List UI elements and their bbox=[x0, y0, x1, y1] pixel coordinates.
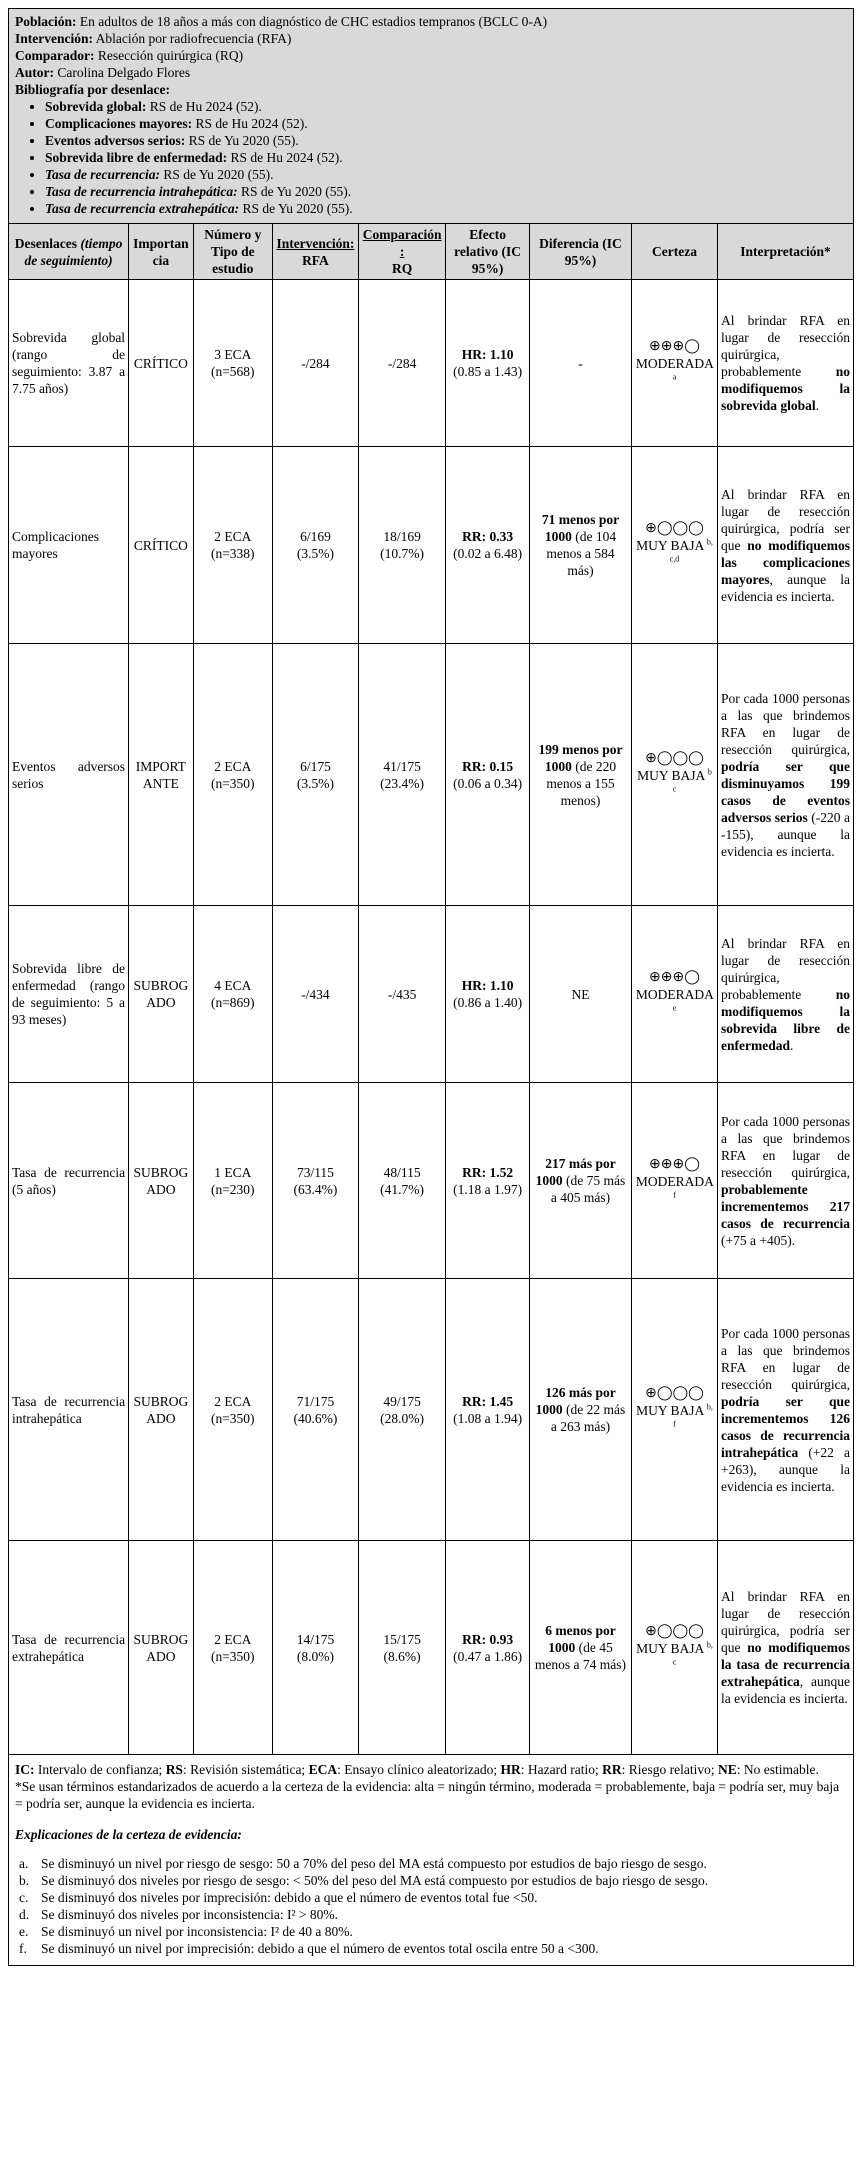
comparacion-cell bbox=[358, 906, 445, 1083]
certeza-cell bbox=[631, 644, 717, 906]
desenlace-cell: Tasa de recurrencia (5 años) bbox=[9, 1083, 129, 1279]
bibliografia-item-label: Sobrevida libre de enfermedad: bbox=[45, 150, 228, 165]
autor-line bbox=[15, 64, 847, 81]
diferencia-value: 199 menos por 1000 bbox=[538, 741, 623, 774]
estudios-n: (n=350) bbox=[210, 775, 255, 791]
desenlace-cell: Tasa de recurrencia extrahepática bbox=[9, 1541, 129, 1755]
bibliografia-item bbox=[45, 166, 847, 183]
bibliografia-item-label: Tasa de recurrencia extrahepática: bbox=[45, 201, 240, 216]
explanation-text: Se disminuyó dos niveles por imprecisión: debido a que el número de eventos total fue <50. bbox=[41, 1890, 538, 1905]
efecto-ic: (0.06 a 0.34) bbox=[453, 775, 523, 791]
efecto-cell bbox=[446, 447, 530, 644]
certeza-level: MUY BAJA bbox=[636, 1402, 704, 1418]
column-header-row bbox=[9, 224, 854, 280]
diferencia-cell bbox=[530, 447, 632, 644]
importancia-cell: SUBROGADO bbox=[129, 1541, 194, 1755]
interpretacion-text: Por cada 1000 personas a las que brindemos RFA en lugar de resección quirúrgica, bbox=[721, 690, 850, 757]
col-comparacion-label: Comparación bbox=[362, 227, 442, 242]
interpretacion-text: Por cada 1000 personas a las que brindemos RFA en lugar de resección quirúrgica, bbox=[721, 1113, 850, 1180]
intervencion-events: 6/169 bbox=[300, 529, 331, 544]
comparacion-pct: (8.6%) bbox=[383, 1648, 421, 1664]
certeza-cell bbox=[631, 1541, 717, 1755]
efecto-ic: (0.85 a 1.43) bbox=[453, 364, 523, 379]
col-intervencion bbox=[272, 224, 358, 280]
importancia-cell: SUBROGADO bbox=[129, 1083, 194, 1279]
efecto-value: RR: 1.45 bbox=[462, 1393, 514, 1409]
bibliografia-item-label: Complicaciones mayores: bbox=[45, 116, 193, 131]
estudios-cell bbox=[193, 1083, 272, 1279]
importancia-cell: SUBROGADO bbox=[129, 906, 194, 1083]
explanation-item bbox=[19, 1940, 847, 1957]
certeza-symbols-icon: ⊕⊕⊕◯ bbox=[649, 970, 700, 985]
importancia-cell: CRÍTICO bbox=[129, 447, 194, 644]
outcome-rows bbox=[9, 280, 854, 1755]
interpretacion-text: (+75 a +405). bbox=[721, 1232, 796, 1248]
certeza-symbols-icon: ⊕◯◯◯ bbox=[645, 521, 704, 536]
diferencia-cell bbox=[530, 1083, 632, 1279]
col-certeza: Certeza bbox=[631, 224, 717, 280]
desenlace-cell: Sobrevida libre de enfermedad (rango de seguimiento: 5 a 93 meses) bbox=[9, 906, 129, 1083]
desenlace-cell: Complicaciones mayores bbox=[9, 447, 129, 644]
intervencion-pct: (8.0%) bbox=[296, 1648, 334, 1664]
poblacion-line bbox=[15, 13, 847, 30]
estudios-cell bbox=[193, 447, 272, 644]
efecto-cell bbox=[446, 1083, 530, 1279]
explanation-marker: f. bbox=[19, 1941, 27, 1956]
col-numero: Número y Tipo de estudio bbox=[193, 224, 272, 280]
desenlace-cell: Tasa de recurrencia intrahepática bbox=[9, 1279, 129, 1541]
interpretacion-text: . bbox=[790, 1037, 794, 1053]
bibliografia-title bbox=[15, 81, 847, 98]
intervencion-events: 14/175 bbox=[296, 1631, 335, 1647]
poblacion-text: En adultos de 18 años a más con diagnóstico de CHC estadios tempranos (BCLC 0-A) bbox=[76, 14, 548, 29]
bibliografia-item bbox=[45, 200, 847, 217]
bibliografia-item-label: Eventos adversos serios: bbox=[45, 133, 186, 148]
certeza-symbols-icon: ⊕◯◯◯ bbox=[645, 1623, 704, 1639]
intervencion-pct: (63.4%) bbox=[293, 1181, 338, 1197]
comparacion-cell bbox=[358, 1083, 445, 1279]
intervencion-text: Ablación por radiofrecuencia (RFA) bbox=[93, 31, 292, 46]
desenlace-cell: Eventos adversos serios bbox=[9, 644, 129, 906]
col-desenlaces-label: Desenlaces bbox=[14, 235, 77, 251]
comparador-label: Comparador: bbox=[15, 48, 95, 63]
col-comparacion-sub: RQ bbox=[391, 261, 413, 276]
efecto-cell bbox=[446, 1279, 530, 1541]
diferencia-cell bbox=[530, 280, 632, 447]
diferencia-ic: (de 104 menos a 584 más) bbox=[546, 529, 617, 578]
diferencia-ic: - bbox=[578, 355, 583, 371]
estudios-cell bbox=[193, 644, 272, 906]
certeza-footnote: f bbox=[673, 1190, 676, 1199]
certeza-symbols-icon: ⊕◯◯◯ bbox=[645, 750, 704, 766]
intervencion-cell bbox=[272, 280, 358, 447]
certeza-cell bbox=[631, 1083, 717, 1279]
interpretacion-text: . bbox=[815, 398, 820, 413]
outcome-row bbox=[9, 644, 854, 906]
certeza-footnote: b,c bbox=[672, 1640, 713, 1666]
intervencion-events: 73/115 bbox=[296, 1164, 334, 1180]
pico-header bbox=[9, 9, 854, 224]
col-comparacion: Comparación : RQ bbox=[358, 224, 445, 280]
efecto-value: HR: 1.10 bbox=[461, 347, 514, 362]
estudios-tipo: 4 ECA bbox=[214, 978, 252, 993]
interpretacion-cell bbox=[718, 1279, 854, 1541]
diferencia-ic: (de 45 menos a 74 más) bbox=[534, 1640, 627, 1672]
interpretacion-text: no modifiquemos las complicaciones mayores bbox=[721, 537, 850, 587]
estudios-tipo: 2 ECA bbox=[214, 1393, 252, 1409]
explanations-list bbox=[15, 1855, 847, 1957]
estudios-tipo: 3 ECA bbox=[214, 347, 252, 362]
efecto-cell bbox=[446, 280, 530, 447]
estudios-tipo: 2 ECA bbox=[214, 1631, 252, 1647]
diferencia-cell bbox=[530, 644, 632, 906]
col-desenlaces-sub: (tiempo de seguimiento) bbox=[24, 235, 123, 268]
interpretacion-text: podría ser que disminuyamos 199 casos de eventos adversos serios bbox=[721, 758, 850, 825]
comparacion-cell bbox=[358, 1541, 445, 1755]
abbr-definition: : Ensayo clínico aleatorizado; bbox=[337, 1762, 501, 1777]
interpretacion-text: Al brindar RFA en lugar de resección quirúrgica, podría ser que bbox=[721, 1589, 850, 1655]
intervencion-events: -/434 bbox=[301, 986, 330, 1002]
efecto-value: RR: 0.93 bbox=[462, 1631, 514, 1647]
explanation-item bbox=[19, 1923, 847, 1940]
bibliografia-item bbox=[45, 149, 847, 166]
comparacion-events: -/435 bbox=[387, 986, 417, 1002]
estudios-tipo: 2 ECA bbox=[214, 758, 252, 774]
certeza-symbols-icon: ⊕⊕⊕◯ bbox=[649, 1156, 700, 1172]
estudios-n: (n=568) bbox=[210, 364, 255, 379]
explanation-marker: b. bbox=[19, 1873, 30, 1888]
interpretacion-text: , aunque la evidencia es incierta. bbox=[721, 571, 850, 604]
bibliografia-item-text: RS de Yu 2020 (55). bbox=[185, 133, 299, 148]
bibliografia-item bbox=[45, 132, 847, 149]
interpretacion-text: (+22 a +263), aunque la evidencia es incierta. bbox=[721, 1444, 850, 1494]
explanation-marker: d. bbox=[19, 1907, 30, 1922]
comparacion-events: 49/175 bbox=[383, 1393, 421, 1409]
col-desenlaces bbox=[9, 224, 129, 280]
intervencion-pct: (40.6%) bbox=[293, 1410, 338, 1426]
diferencia-ic: (de 220 menos a 155 menos) bbox=[546, 758, 617, 808]
explanation-item bbox=[19, 1872, 847, 1889]
importancia-cell: IMPORTANTE bbox=[129, 644, 194, 906]
efecto-value: RR: 0.15 bbox=[462, 758, 514, 774]
comparacion-events: 15/175 bbox=[383, 1631, 421, 1647]
certeza-cell bbox=[631, 906, 717, 1083]
interpretacion-text: , aunque la evidencia es incierta. bbox=[721, 1674, 850, 1706]
bibliografia-item-text: RS de Hu 2024 (52). bbox=[227, 150, 343, 165]
certeza-cell bbox=[631, 280, 717, 447]
diferencia-cell bbox=[530, 906, 632, 1083]
comparacion-pct: (23.4%) bbox=[380, 775, 425, 791]
certeza-footnote: b,c,d bbox=[669, 537, 713, 564]
certeza-symbols-icon: ⊕◯◯◯ bbox=[645, 1385, 704, 1401]
outcome-row bbox=[9, 1279, 854, 1541]
bibliografia-list bbox=[15, 98, 847, 217]
diferencia-cell bbox=[530, 1541, 632, 1755]
comparador-text: Resección quirúrgica (RQ) bbox=[94, 48, 244, 63]
certeza-level: MUY BAJA bbox=[637, 767, 705, 783]
estudios-n: (n=869) bbox=[210, 995, 255, 1010]
interpretacion-cell bbox=[718, 906, 854, 1083]
estudios-tipo: 2 ECA bbox=[214, 529, 252, 544]
abbr-term: RS bbox=[165, 1762, 183, 1777]
bibliografia-item bbox=[45, 183, 847, 200]
col-diferencia: Diferencia (IC 95%) bbox=[530, 224, 632, 280]
intervencion-cell bbox=[272, 1541, 358, 1755]
interpretacion-text: Al brindar RFA en lugar de resección quirúrgica, probablemente bbox=[721, 935, 850, 1002]
estudios-cell bbox=[193, 1279, 272, 1541]
explanation-text: Se disminuyó un nivel por riesgo de sesgo: 50 a 70% del peso del MA está compuesto por estudios de bajo riesgo de sesgo. bbox=[41, 1856, 707, 1871]
col-efecto: Efecto relativo (IC 95%) bbox=[446, 224, 530, 280]
certeza-level: MODERADA bbox=[635, 356, 714, 371]
intervencion-events: 6/175 bbox=[300, 758, 331, 774]
certeza-footnote: a bbox=[672, 372, 677, 382]
efecto-ic: (0.47 a 1.86) bbox=[453, 1648, 523, 1664]
estudios-cell bbox=[193, 280, 272, 447]
estudios-n: (n=350) bbox=[210, 1410, 255, 1426]
interpretacion-text: Al brindar RFA en lugar de resección quirúrgica, probablemente bbox=[721, 313, 850, 379]
explanation-text: Se disminuyó un nivel por imprecisión: debido a que el número de eventos total oscila entre 50 a <300. bbox=[41, 1941, 599, 1956]
outcome-row bbox=[9, 280, 854, 447]
efecto-value: RR: 1.52 bbox=[462, 1164, 514, 1180]
bibliografia-item-label: Tasa de recurrencia intrahepática: bbox=[45, 184, 238, 199]
explanation-item bbox=[19, 1855, 847, 1872]
abbr-definition: Intervalo de confianza; bbox=[34, 1762, 166, 1777]
intervencion-cell bbox=[272, 447, 358, 644]
desenlace-cell: Sobrevida global (rango de seguimiento: 3.87 a 7.75 años) bbox=[9, 280, 129, 447]
explanation-marker: e. bbox=[19, 1924, 29, 1939]
autor-label: Autor: bbox=[15, 65, 54, 80]
comparacion-pct: (10.7%) bbox=[380, 546, 425, 561]
interpretacion-text: (-220 a -155), aunque la evidencia es incierta. bbox=[721, 809, 850, 859]
outcome-row bbox=[9, 1083, 854, 1279]
interpretacion-cell bbox=[718, 644, 854, 906]
efecto-cell bbox=[446, 906, 530, 1083]
bibliografia-label: Bibliografía por desenlace: bbox=[15, 82, 170, 97]
certeza-footnote: b,f bbox=[673, 1402, 713, 1428]
intervencion-events: 71/175 bbox=[296, 1393, 335, 1409]
comparacion-cell bbox=[358, 447, 445, 644]
autor-text: Carolina Delgado Flores bbox=[54, 65, 191, 80]
table-footer bbox=[9, 1755, 854, 1966]
interpretacion-text: no modifiquemos la sobrevida libre de enfermedad bbox=[721, 986, 850, 1053]
diferencia-value: 126 más por 1000 bbox=[535, 1385, 616, 1417]
intervencion-label: Intervención: bbox=[15, 31, 93, 46]
diferencia-value: 71 menos por 1000 bbox=[541, 512, 620, 544]
summary-of-findings-table bbox=[8, 8, 854, 1966]
comparacion-events: -/284 bbox=[387, 355, 417, 371]
abbr-term: HR bbox=[500, 1762, 521, 1777]
intervencion-cell bbox=[272, 906, 358, 1083]
outcome-row bbox=[9, 1541, 854, 1755]
col-importancia: Importancia bbox=[129, 224, 194, 280]
intervencion-events: -/284 bbox=[301, 355, 330, 371]
abbr-definition: : No estimable. bbox=[736, 1762, 819, 1777]
interpretacion-text: no modifiquemos la tasa de recurrencia extrahepática bbox=[721, 1640, 850, 1689]
efecto-value: RR: 0.33 bbox=[462, 529, 514, 544]
comparacion-events: 41/175 bbox=[383, 758, 421, 774]
abbr-definition: : Revisión sistemática; bbox=[182, 1762, 309, 1777]
intervencion-cell bbox=[272, 1279, 358, 1541]
estudios-tipo: 1 ECA bbox=[214, 1164, 252, 1180]
col-intervencion-label: Intervención: bbox=[276, 235, 355, 251]
explanation-marker: a. bbox=[19, 1856, 29, 1871]
estudios-n: (n=350) bbox=[210, 1648, 255, 1664]
diferencia-value: 6 menos por 1000 bbox=[545, 1623, 616, 1655]
diferencia-ic: (de 22 más a 263 más) bbox=[550, 1402, 626, 1434]
interpretacion-cell bbox=[718, 447, 854, 644]
diferencia-value: 217 más por 1000 bbox=[535, 1156, 616, 1188]
outcome-row bbox=[9, 906, 854, 1083]
bibliografia-item-text: RS de Yu 2020 (55). bbox=[239, 201, 353, 216]
bibliografia-item-text: RS de Hu 2024 (52). bbox=[192, 116, 308, 131]
certeza-footnote: e bbox=[672, 1003, 677, 1013]
interpretacion-text: Al brindar RFA en lugar de resección quirúrgica, podría ser que bbox=[721, 486, 850, 553]
certeza-level: MUY BAJA bbox=[636, 538, 704, 553]
abbr-term: NE bbox=[717, 1762, 737, 1777]
bibliografia-item-text: RS de Yu 2020 (55). bbox=[160, 167, 274, 182]
efecto-ic: (0.86 a 1.40) bbox=[453, 995, 523, 1010]
abbr-term: ECA bbox=[308, 1762, 338, 1777]
comparacion-cell bbox=[358, 644, 445, 906]
bibliografia-item-label: Tasa de recurrencia: bbox=[45, 167, 160, 182]
intervencion-pct: (3.5%) bbox=[296, 775, 334, 791]
certeza-level: MUY BAJA bbox=[636, 1640, 704, 1656]
estudios-cell bbox=[193, 906, 272, 1083]
terminology-note: *Se usan términos estandarizados de acuerdo a la certeza de la evidencia: alta = ningún término, moderada = probablemente, baja = podría ser, muy baja = podría ser, aunque la evidencia es incierta. bbox=[15, 1779, 840, 1811]
explanation-text: Se disminuyó dos niveles por riesgo de sesgo: < 50% del peso del MA está compuesto por estudios de bajo riesgo de sesgo. bbox=[41, 1873, 709, 1888]
explanations-title: Explicaciones de la certeza de evidencia: bbox=[15, 1827, 242, 1842]
abbreviations-line bbox=[15, 1761, 847, 1778]
efecto-value: HR: 1.10 bbox=[461, 978, 514, 993]
comparacion-cell bbox=[358, 280, 445, 447]
intervencion-pct: (3.5%) bbox=[296, 546, 334, 561]
certeza-footnote: b c bbox=[672, 767, 712, 793]
importancia-cell: CRÍTICO bbox=[129, 280, 194, 447]
diferencia-ic: NE bbox=[571, 986, 590, 1002]
bibliografia-item-text: RS de Yu 2020 (55). bbox=[237, 184, 352, 199]
interpretacion-text: podría ser que incrementemos 126 casos de recurrencia intrahepática bbox=[721, 1393, 850, 1460]
col-intervencion-sub: RFA bbox=[302, 252, 329, 268]
abbr-term: IC: bbox=[15, 1762, 35, 1777]
diferencia-ic: (de 75 más a 405 más) bbox=[550, 1173, 626, 1205]
efecto-cell bbox=[446, 644, 530, 906]
explanation-text: Se disminuyó un nivel por inconsistencia: I² de 40 a 80%. bbox=[41, 1924, 353, 1939]
interpretacion-cell bbox=[718, 1541, 854, 1755]
diferencia-cell bbox=[530, 1279, 632, 1541]
explanation-item bbox=[19, 1889, 847, 1906]
comparacion-events: 48/115 bbox=[383, 1164, 421, 1180]
grade-evidence-table-page bbox=[8, 8, 854, 1966]
intervencion-cell bbox=[272, 1083, 358, 1279]
certeza-cell bbox=[631, 447, 717, 644]
explanation-marker: c. bbox=[19, 1890, 29, 1905]
interpretacion-cell bbox=[718, 280, 854, 447]
certeza-cell bbox=[631, 1279, 717, 1541]
abbr-definition: : Hazard ratio; bbox=[520, 1762, 603, 1777]
abbr-definition: : Riesgo relativo; bbox=[621, 1762, 718, 1777]
intervencion-line bbox=[15, 30, 847, 47]
comparacion-pct: (28.0%) bbox=[380, 1410, 425, 1426]
comparador-line bbox=[15, 47, 847, 64]
col-interpretacion: Interpretación* bbox=[718, 224, 854, 280]
explanation-item bbox=[19, 1906, 847, 1923]
abbr-term: RR bbox=[602, 1762, 622, 1777]
efecto-cell bbox=[446, 1541, 530, 1755]
efecto-ic: (0.02 a 6.48) bbox=[453, 546, 523, 561]
bibliografia-item-label: Sobrevida global: bbox=[45, 99, 147, 114]
comparacion-pct: (41.7%) bbox=[380, 1181, 425, 1197]
importancia-cell: SUBROGADO bbox=[129, 1279, 194, 1541]
intervencion-cell bbox=[272, 644, 358, 906]
poblacion-label: Población: bbox=[15, 14, 77, 29]
explanation-text: Se disminuyó dos niveles por inconsistencia: I² > 80%. bbox=[41, 1907, 338, 1922]
estudios-n: (n=230) bbox=[210, 1181, 255, 1197]
bibliografia-item bbox=[45, 98, 847, 115]
certeza-symbols-icon: ⊕⊕⊕◯ bbox=[649, 339, 700, 354]
interpretacion-text: probablemente incrementemos 217 casos de recurrencia bbox=[721, 1181, 850, 1231]
certeza-level: MODERADA bbox=[635, 987, 714, 1002]
interpretacion-cell bbox=[718, 1083, 854, 1279]
comparacion-events: 18/169 bbox=[383, 529, 421, 544]
comparacion-cell bbox=[358, 1279, 445, 1541]
estudios-n: (n=338) bbox=[210, 546, 255, 561]
bibliografia-item bbox=[45, 115, 847, 132]
certeza-level: MODERADA bbox=[635, 1173, 714, 1189]
estudios-cell bbox=[193, 1541, 272, 1755]
efecto-ic: (1.08 a 1.94) bbox=[453, 1410, 523, 1426]
interpretacion-text: no modifiquemos la sobrevida global bbox=[721, 364, 850, 413]
outcome-row bbox=[9, 447, 854, 644]
efecto-ic: (1.18 a 1.97) bbox=[453, 1181, 523, 1197]
interpretacion-text: Por cada 1000 personas a las que brindemos RFA en lugar de resección quirúrgica, bbox=[721, 1325, 850, 1392]
bibliografia-item-text: RS de Hu 2024 (52). bbox=[146, 99, 262, 114]
